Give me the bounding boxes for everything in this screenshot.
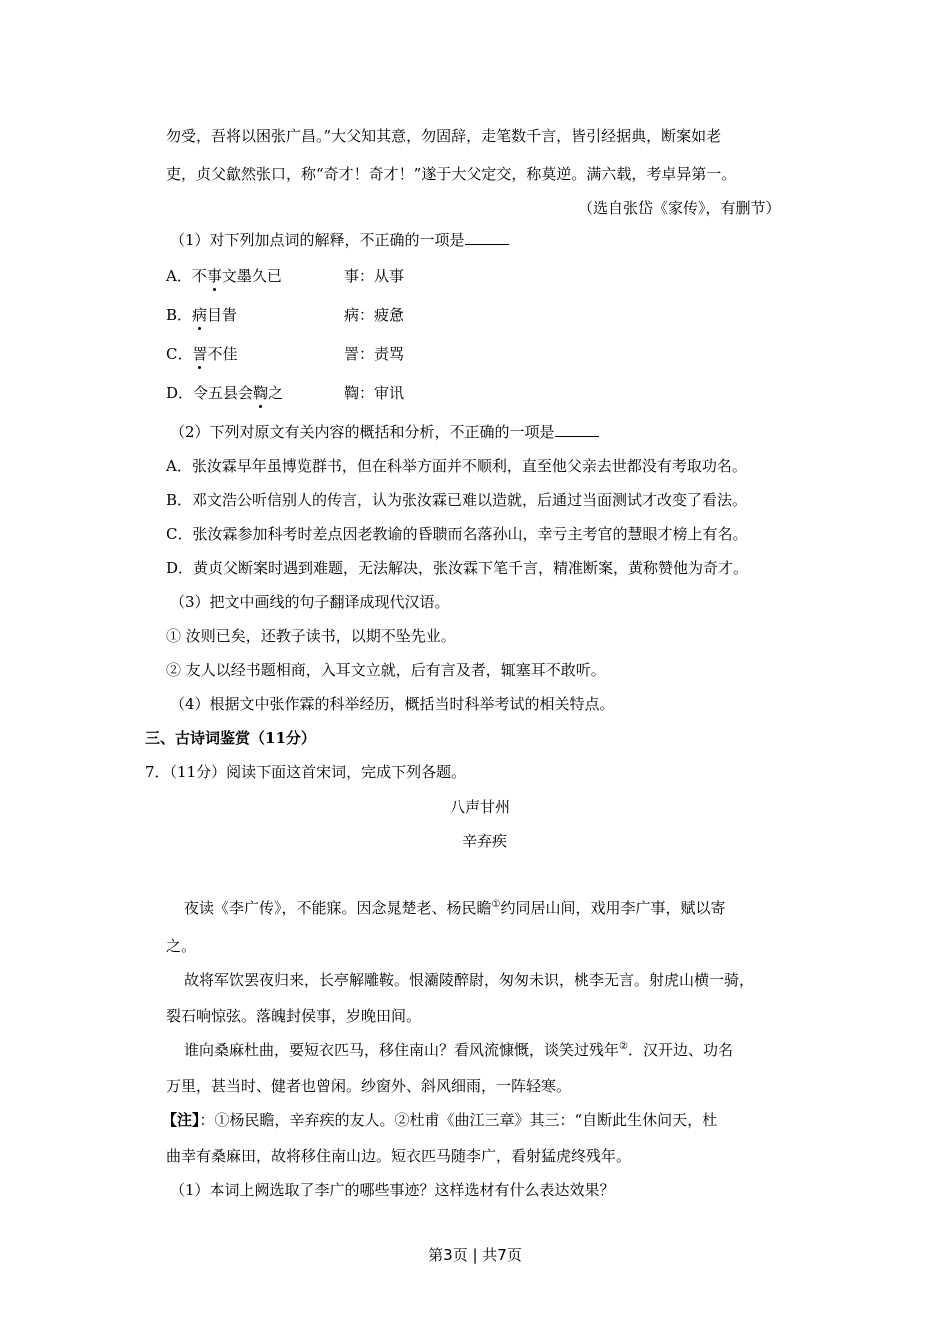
page-footer: 第3页 | 共7页 bbox=[428, 1246, 522, 1264]
footnote-marker: ① bbox=[491, 899, 501, 910]
question-3-stem: （3）把文中画线的句子翻译成现代汉语。 bbox=[170, 593, 450, 611]
answer-blank bbox=[555, 422, 599, 437]
q1-option-a-explain: 事：从事 bbox=[344, 267, 405, 285]
q1-option-c: C．詈不佳 bbox=[166, 345, 238, 363]
section-3-title: 三、古诗词鉴赏（11分） bbox=[145, 729, 316, 747]
question-2-stem: （2）下列对原文有关内容的概括和分析，不正确的一项是 bbox=[170, 422, 599, 442]
question-7-stem: 7．（11分）阅读下面这首宋词，完成下列各题。 bbox=[145, 763, 467, 781]
dotted-char: 鞫 bbox=[253, 384, 269, 402]
q1-option-c-explain: 詈：责骂 bbox=[344, 345, 405, 363]
q2-option-d: D．黄贞父断案时遇到难题，无法解决，张汝霖下笔千言，精准断案，黄称赞他为奇才。 bbox=[166, 559, 749, 577]
q3-item-1: ① 汝则已矣，还教子读书，以期不坠先业。 bbox=[166, 627, 456, 645]
poem-notes: 曲幸有桑麻田，故将移住南山边。短衣匹马随李广，看射猛虎终残年。 bbox=[166, 1147, 632, 1165]
dotted-char: 病 bbox=[192, 306, 208, 324]
passage-line: 勿受，吾将以困张广昌。”大父知其意，勿固辞，走笔数千言，皆引经据典，断案如老 bbox=[166, 127, 722, 145]
poem-notes: 【注】：①杨民瞻，辛弃疾的友人。②杜甫《曲江三章》其三：“自断此生休问天，杜 bbox=[162, 1111, 718, 1129]
poem-preface: 之。 bbox=[166, 937, 197, 955]
poem-upper-stanza: 故将军饮罢夜归来，长亭解雕鞍。恨灞陵醉尉，匆匆未识，桃李无言。射虎山横一骑， bbox=[184, 971, 755, 989]
poem-author: 辛弃疾 bbox=[462, 832, 508, 850]
dotted-char: 詈 bbox=[192, 345, 208, 363]
q1-option-b: B．病目眚 bbox=[166, 306, 238, 324]
q1-option-b-explain: 病：疲惫 bbox=[344, 306, 405, 324]
q3-item-2: ② 友人以经书题相商，入耳文立就，后有言及者，辄塞耳不敢听。 bbox=[166, 661, 606, 679]
q2-option-c: C．张汝霖参加科考时差点因老教谕的昏聩而名落孙山，幸亏主考官的慧眼才榜上有名。 bbox=[166, 525, 748, 543]
q1-option-a: A．不事文墨久已 bbox=[166, 267, 282, 285]
poem-preface: 夜读《李广传》，不能寐。因念晁楚老、杨民瞻①约同居山间，戏用李广事，赋以寄 bbox=[184, 899, 726, 917]
q1-option-d: D．令五县会鞫之 bbox=[166, 384, 284, 402]
question-1-stem: （1）对下列加点词的解释，不正确的一项是 bbox=[170, 230, 509, 250]
passage-line: 吏，贞父歙然张口，称“奇才！奇才！”遂于大父定交，称莫逆。满六载，考卓异第一。 bbox=[166, 165, 737, 183]
poem-lower-stanza: 万里，甚当时、健者也曾闲。纱窗外、斜风细雨，一阵轻寒。 bbox=[166, 1077, 572, 1095]
passage-source: （选自张岱《家传》，有删节） bbox=[578, 199, 781, 217]
q1-option-d-explain: 鞫：审讯 bbox=[344, 384, 405, 402]
q2-option-b: B．邓文浩公听信别人的传言，认为张汝霖已难以造就，后通过当面测试才改变了看法。 bbox=[166, 491, 748, 509]
dotted-char: 事 bbox=[206, 267, 222, 285]
q2-option-a: A．张汝霖早年虽博览群书，但在科举方面并不顺利，直至他父亲去世都没有考取功名。 bbox=[166, 457, 747, 475]
footnote-marker: ② bbox=[619, 1041, 628, 1052]
poem-upper-stanza: 裂石响惊弦。落魄封侯事，岁晚田间。 bbox=[166, 1007, 422, 1025]
poem-title: 八声甘州 bbox=[450, 798, 511, 816]
answer-blank bbox=[465, 230, 509, 245]
question-7-sub-1: （1）本词上阙选取了李广的哪些事迹？这样选材有什么表达效果？ bbox=[170, 1181, 615, 1199]
question-4-stem: （4）根据文中张作霖的科举经历，概括当时科举考试的相关特点。 bbox=[170, 695, 615, 713]
poem-lower-stanza: 谁向桑麻杜曲，要短衣匹马，移住南山？看风流慷慨，谈笑过残年②．汉开边、功名 bbox=[184, 1041, 733, 1059]
